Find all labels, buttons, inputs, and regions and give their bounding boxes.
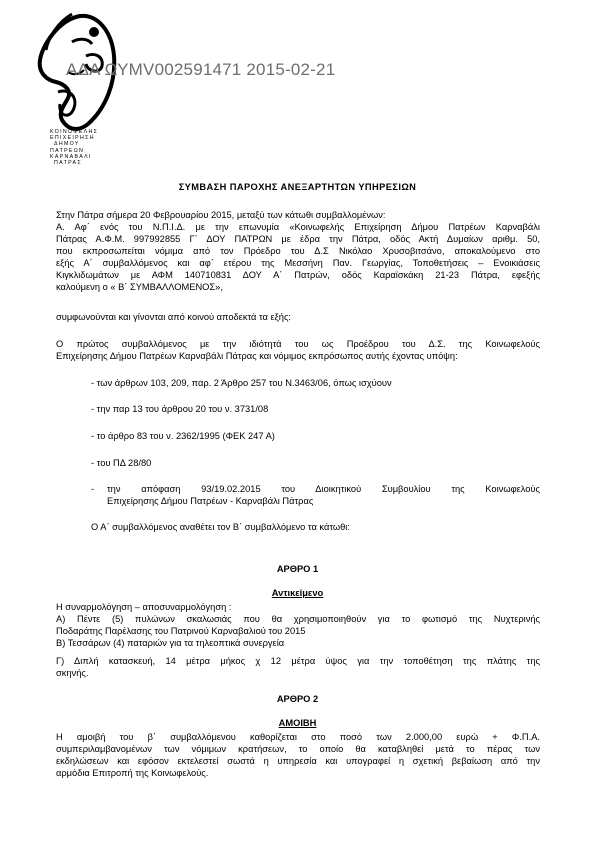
intro-line: Πάτρας Α.Φ.Μ. 997992855 Γ΄ ΔΟΥ ΠΑΤΡΩΝ με έδρα την Πάτρα, οδός Ακτή Δυμαίων αριθμ. 50, (56, 234, 540, 244)
intro-line: που εκπροσωπείται νόμιμα από τον Πρόεδρο του Δ.Σ Νικόλαο Χρυσοβιτσάνο, αποκαλούμενο στο (56, 246, 540, 256)
article-1-line: σκηνής. (56, 668, 89, 678)
logo-caption (50, 129, 110, 166)
article-2-heading: ΑΡΘΡΟ 2 (276, 694, 319, 704)
first-party-line: Επιχείρησης Δήμου Πατρέων Καρναβάλι Πάτρας και νόμιμος εκπρόσωπος αυτής έχοντας υπόψη: (56, 351, 458, 361)
article-1-line: Α) Πέντε (5) πυλώνων σκαλωσιάς που θα χρησιμοποιηθούν για το φωτισμό της Νυχτερινής (56, 614, 540, 624)
article-2-line: εκδηλώσεων και εφόσον εκτελεστεί σωστά η υπηρεσία και υπογραφεί η σχετική βεβαίωση από την (56, 756, 540, 766)
first-party-line: Ο πρώτος συμβαλλόμενος με την ιδιότητά του ως Προέδρου του Δ.Σ. της Κοινωφελούς (56, 339, 540, 349)
article-2-line: Η αμοιβή του β΄ συμβαλλόμενου καθορίζεται στο ποσό των 2.000,00 ευρώ + Φ.Π.Α. (56, 732, 540, 742)
intro-line: εξής Α΄ συμβαλλόμενος και αφ΄ ετέρου της Μεσσήνη Παν. Γεωργίας, Τοποθετήσεις – Ενοικιάσεις (56, 258, 540, 268)
article-1-heading: ΑΡΘΡΟ 1 (276, 564, 319, 574)
intro-line: Κιγκλιδωμάτων με ΑΦΜ 140710831 ΔΟΥ Α΄ Πατρών, οδός Καραϊσκάκη 21-23 Πάτρα, εφεξής (56, 270, 540, 280)
intro-line: καλούμενη ο « Β΄ ΣΥΜΒΑΛΛΟΜΕΝΟΣ», (56, 282, 223, 292)
logo-caption-line: ΠΑΤΡΕΩΝ (50, 147, 85, 154)
legal-reference-item: την απόφαση 93/19.02.2015 του Διοικητικού Συμβουλίου της Κοινωφελούς (107, 484, 540, 494)
legal-reference-item: - των άρθρων 103, 209, παρ. 2 Άρθρο 257 του Ν.3463/06, όπως ισχύουν (91, 378, 392, 388)
article-1-line: Ποδαράτης Παρέλασης του Πατρινού Καρναβαλιού του 2015 (56, 626, 306, 636)
logo-caption-line: ΔΗΜΟΥ (54, 141, 80, 148)
logo-caption-line: ΕΠΙΧΕΙΡΗΣΗ (50, 135, 95, 142)
agree-line: συμφωνούνται και γίνονται από κοινού αποδεκτά τα εξής: (56, 312, 292, 322)
intro-line: Στην Πάτρα σήμερα 20 Φεβρουαρίου 2015, μεταξύ των κάτωθι συμβαλλομένων: (56, 210, 386, 220)
logo-caption-line: ΚΑΡΝΑΒΑΛΙ (50, 153, 92, 160)
article-1-subheading: Αντικείμενο (271, 588, 324, 598)
article-2-line: αρμόδια Επιτροπή της Κοινωφελούς. (56, 768, 209, 778)
article-1-line: Γ) Διπλή κατασκευή, 14 μέτρα μήκος χ 12 μέτρα ύψος για την τοποθέτηση της πλάτης της (56, 656, 540, 666)
article-2-line: συμπεριλαμβανομένων των νόμιμων κρατήσεων, το οποίο θα καταβληθεί μετά το πέρας των (56, 744, 540, 754)
legal-reference-item: - την παρ 13 του άρθρου 20 του ν. 3731/08 (91, 404, 269, 414)
article-2-subheading: ΑΜΟΙΒΗ (278, 718, 317, 728)
legal-reference-dash: - (91, 484, 95, 494)
legal-reference-item: - το άρθρο 83 του ν. 2362/1995 (ΦΕΚ 247 Α) (91, 431, 275, 441)
logo-caption-line: ΠΑΤΡΑΣ (54, 160, 82, 167)
logo-caption-line: ΚΟΙΝΩΦΕΛΗΣ (50, 129, 99, 135)
legal-reference-item: - του ΠΔ 28/80 (91, 458, 152, 468)
intro-line: Α. Αφ΄ ενός του Ν.Π.Ι.Δ. με την επωνυμία «Κοινωφελής Επιχείρηση Δήμου Πατρέων Καρναβάλι (56, 222, 540, 232)
ada-stamp: ΑΔΑ ΩΥΜV002591471 2015-02-21 (66, 60, 336, 79)
document-title: ΣΥΜΒΑΣΗ ΠΑΡΟΧΗΣ ΑΝΕΞΑΡΤΗΤΩΝ ΥΠΗΡΕΣΙΩΝ (178, 182, 417, 192)
article-1-line: Β) Τεσσάρων (4) παταριών για τα τηλεοπτικά συνεργεία (56, 638, 285, 648)
legal-reference-item-cont: Επιχείρησης Δήμου Πατρέων - Καρναβάλι Πάτρας (107, 496, 314, 506)
article-1-line: Η συναρμολόγηση – αποσυναρμολόγηση : (56, 602, 232, 612)
assign-line: Ο Α΄ συμβαλλόμενος αναθέτει τον Β΄ συμβαλλόμενο τα κάτωθι: (91, 522, 350, 532)
